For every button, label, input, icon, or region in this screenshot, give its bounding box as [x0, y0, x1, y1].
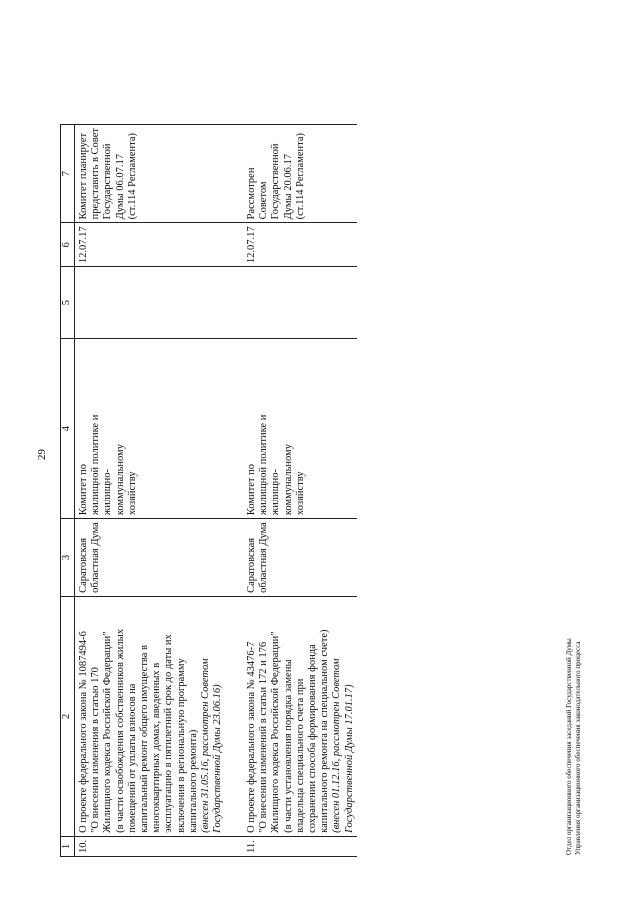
committee-line: хозяйству [126, 471, 138, 516]
description-line: эксплуатацию в пятилетний срок до даты их [163, 634, 175, 833]
header-cell: 4 [61, 339, 75, 519]
header-cell: 2 [61, 596, 75, 836]
header-cell: 7 [61, 125, 75, 223]
responsible-committee [75, 339, 244, 519]
description-line: Жилищного кодекса Российской Федерации" [102, 631, 114, 833]
committee-line: Комитет по [78, 464, 89, 516]
header-cell: 6 [61, 223, 75, 267]
description-line: владельца специального счета при [294, 678, 306, 833]
description-line: "О внесении изменения в статью 170 [90, 667, 102, 833]
bill-description [75, 596, 244, 836]
committee-line: жилищно- [102, 468, 114, 516]
column-5-cell [75, 267, 244, 339]
row-number: 11. [243, 836, 357, 856]
description-line: капитальный ремонт общего имущества в [139, 645, 151, 833]
description-line: капитального ремонта на специальном счете) [319, 629, 331, 833]
description-line: многоквартирных домах, введенных в [151, 662, 163, 833]
footer-line: Управления организационного обеспечения законодательного процесса [573, 641, 582, 855]
committee-line: жилищно- [270, 468, 282, 516]
committee-line: коммунальному [282, 444, 294, 516]
status-cell [75, 125, 244, 223]
status-line: Думы 20.06.17 [282, 154, 294, 220]
status-line: (ст.114 Регламента) [294, 132, 306, 220]
footer-note [565, 638, 582, 855]
status-cell [243, 125, 357, 223]
header-cell: 5 [61, 267, 75, 339]
committee-line: Комитет по [246, 464, 257, 516]
table-row [75, 125, 244, 857]
description-line: Жилищного кодекса Российской Федерации" [270, 631, 282, 833]
status-line: Государственной [102, 143, 114, 220]
bill-description [243, 596, 357, 836]
committee-line: хозяйству [294, 471, 306, 516]
status-line: Думы 06.07.17 [114, 154, 126, 220]
date-cell: 12.07.17 [75, 223, 244, 267]
description-note-line: Государственной Думы 17.01.17) [343, 684, 355, 833]
description-line: О проекте федерального закона № 43476-7 [246, 641, 257, 833]
bill-author [243, 519, 357, 597]
footer-line: Отдел организационного обеспечения заседаний Государственной Думы [565, 638, 573, 855]
legislation-table [60, 124, 357, 857]
author-line: Саратовская [246, 537, 257, 593]
description-line: (в части установления порядка замены [282, 659, 294, 833]
table-row [243, 125, 357, 857]
responsible-committee [243, 339, 357, 519]
author-line: областная Дума [258, 522, 270, 593]
committee-line: коммунальному [114, 444, 126, 516]
status-line: (ст.114 Регламента) [126, 132, 138, 220]
status-line: Рассмотрен [246, 167, 257, 220]
row-number: 10. [75, 836, 244, 856]
status-line: представить в Совет [90, 128, 102, 220]
status-line: Советом [258, 181, 270, 220]
description-line: капитального ремонта) [187, 729, 199, 833]
committee-line: жилищной политике и [258, 414, 270, 516]
description-line: (в части освобождения собственников жилых [114, 629, 126, 833]
description-line: помещений от уплаты взносов на [126, 683, 138, 833]
column-5-cell [243, 267, 357, 339]
page-number: 29 [36, 449, 48, 460]
bill-author [75, 519, 244, 597]
author-line: Саратовская [78, 537, 89, 593]
description-line: "О внесении изменений в статьи 172 и 176 [258, 641, 270, 833]
date-cell: 12.07.17 [243, 223, 357, 267]
description-line: О проекте федерального закона № 1087494-6 [78, 631, 89, 833]
description-note-line: (внесен 01.12.16, рассмотрен Советом [331, 658, 343, 833]
committee-line: жилищной политике и [90, 414, 102, 516]
description-note-line: (внесен 31.05.16, рассмотрен Советом [200, 658, 212, 833]
status-line: Государственной [270, 143, 282, 220]
status-line: Комитет планирует [78, 132, 89, 220]
header-cell: 3 [61, 519, 75, 597]
description-line: включения в региональную программу [175, 658, 187, 833]
table-header-row [61, 125, 75, 857]
author-line: областная Дума [90, 522, 102, 593]
description-note-line: Государственной Думы 23.06.16) [212, 684, 224, 833]
header-cell: 1 [61, 836, 75, 856]
description-line: сохранении способа формирования фонда [307, 644, 319, 833]
